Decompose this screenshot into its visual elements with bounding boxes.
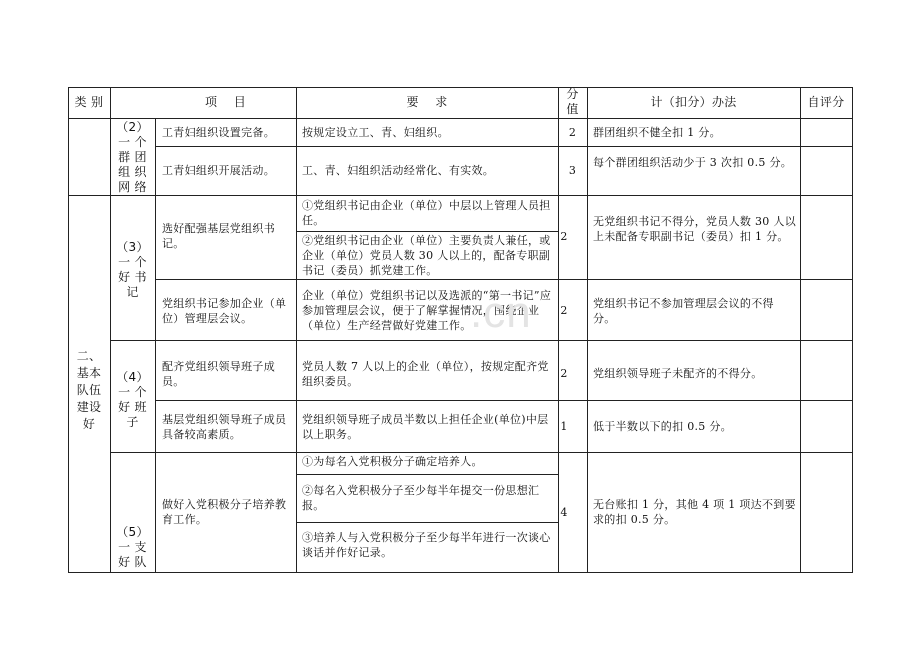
rule (68, 118, 852, 119)
item-text: 工青妇组织开展活动。 (162, 164, 275, 177)
method-text: 党组织书记不参加管理层会议的不得分。 (593, 297, 774, 325)
score-value: 3 (568, 164, 577, 177)
requirement-text: 按规定设立工、青、妇组织。 (302, 126, 449, 139)
header-requirement: 要 求 (406, 95, 448, 109)
header-self-score: 自评分 (807, 95, 845, 109)
rule (852, 87, 853, 573)
item-text: 做好入党积极分子培养教育工作。 (162, 498, 287, 526)
item-text: 基层党组织领导班子成员具备较高素质。 (162, 413, 287, 441)
method-text: 每个群团组织活动少于 3 次扣 0.5 分。 (593, 156, 793, 169)
requirement-text: 党员人数 7 人以上的企业（单位），按规定配齐党组织委员。 (302, 360, 549, 388)
rule (155, 279, 852, 280)
rule (155, 400, 852, 401)
rule (110, 452, 852, 453)
method-text: 群团组织不健全扣 1 分。 (593, 126, 721, 139)
rule (68, 195, 852, 196)
score-value: 2 (560, 304, 568, 317)
rule (155, 146, 852, 147)
requirement-text: ②党组织书记由企业（单位）主要负责人兼任，或企业（单位）党员人数 30 人以上的，配备专职副书记（委员）抓党建工作。 (302, 234, 551, 277)
category-basic-team: 二、 基本 队伍 建设 好 (76, 349, 102, 431)
rule (296, 474, 558, 475)
score-value: 2 (560, 367, 568, 380)
rule (68, 87, 852, 88)
rule (110, 340, 852, 341)
rule (296, 231, 558, 232)
group-2-label: （2） 一 个 群 团 组 织 网 络 (116, 120, 149, 194)
requirement-text: 党组织领导班子成员半数以上担任企业(单位)中层以上职务。 (302, 413, 549, 441)
group-4-label: （4） 一 个 好 班 子 (116, 370, 149, 429)
method-text: 低于半数以下的扣 0.5 分。 (593, 420, 732, 433)
rule (296, 522, 558, 523)
requirement-text: 工、青、妇组织活动经常化、有实效。 (302, 164, 495, 177)
header-score: 分 值 (566, 87, 579, 116)
score-value: 2 (560, 230, 568, 243)
header-category: 类 别 (74, 95, 104, 109)
rule (68, 572, 852, 573)
item-text: 选好配强基层党组织书记。 (162, 222, 275, 250)
method-text: 无台账扣 1 分，其他 4 项 1 项达不到要求的扣 0.5 分。 (593, 498, 796, 526)
rule (800, 87, 801, 573)
group-3-label: （3） 一 个 好 书 记 (116, 240, 149, 299)
score-value: 1 (560, 420, 568, 433)
method-text: 无党组织书记不得分，党员人数 30 人以上未配备专职副书记（委员）扣 1 分。 (593, 215, 796, 243)
requirement-text: 企业（单位）党组织书记以及选派的“第一书记”应参加管理层会议，便于了解掌握情况，围绕企业（单位）生产经营做好党建工作。 (302, 289, 552, 332)
watermark: .cn (470, 288, 532, 337)
requirement-text: ①为每名入党积极分子确定培养人。 (302, 455, 483, 468)
item-text: 配齐党组织领导班子成员。 (162, 360, 275, 388)
rule (587, 87, 588, 573)
score-value: 4 (560, 506, 568, 519)
requirement-text: ②每名入党积极分子至少每半年提交一份思想汇报。 (302, 484, 540, 512)
requirement-text: ①党组织书记由企业（单位）中层以上管理人员担任。 (302, 199, 551, 227)
score-value: 2 (568, 126, 577, 139)
requirement-text: ③培养人与入党积极分子至少每半年进行一次谈心谈话并作好记录。 (302, 531, 551, 559)
item-text: 党组织书记参加企业（单位）管理层会议。 (162, 297, 287, 325)
method-text: 党组织领导班子未配齐的不得分。 (593, 367, 763, 380)
rule (296, 87, 297, 573)
group-5-label: （5） 一 支 好 队 (116, 525, 149, 569)
rule (155, 118, 156, 573)
header-method: 计（扣分）办法 (650, 95, 737, 109)
header-item: 项 目 (204, 95, 247, 109)
rule (68, 87, 69, 573)
item-text: 工青妇组织设置完备。 (162, 126, 275, 139)
rule (558, 87, 559, 573)
